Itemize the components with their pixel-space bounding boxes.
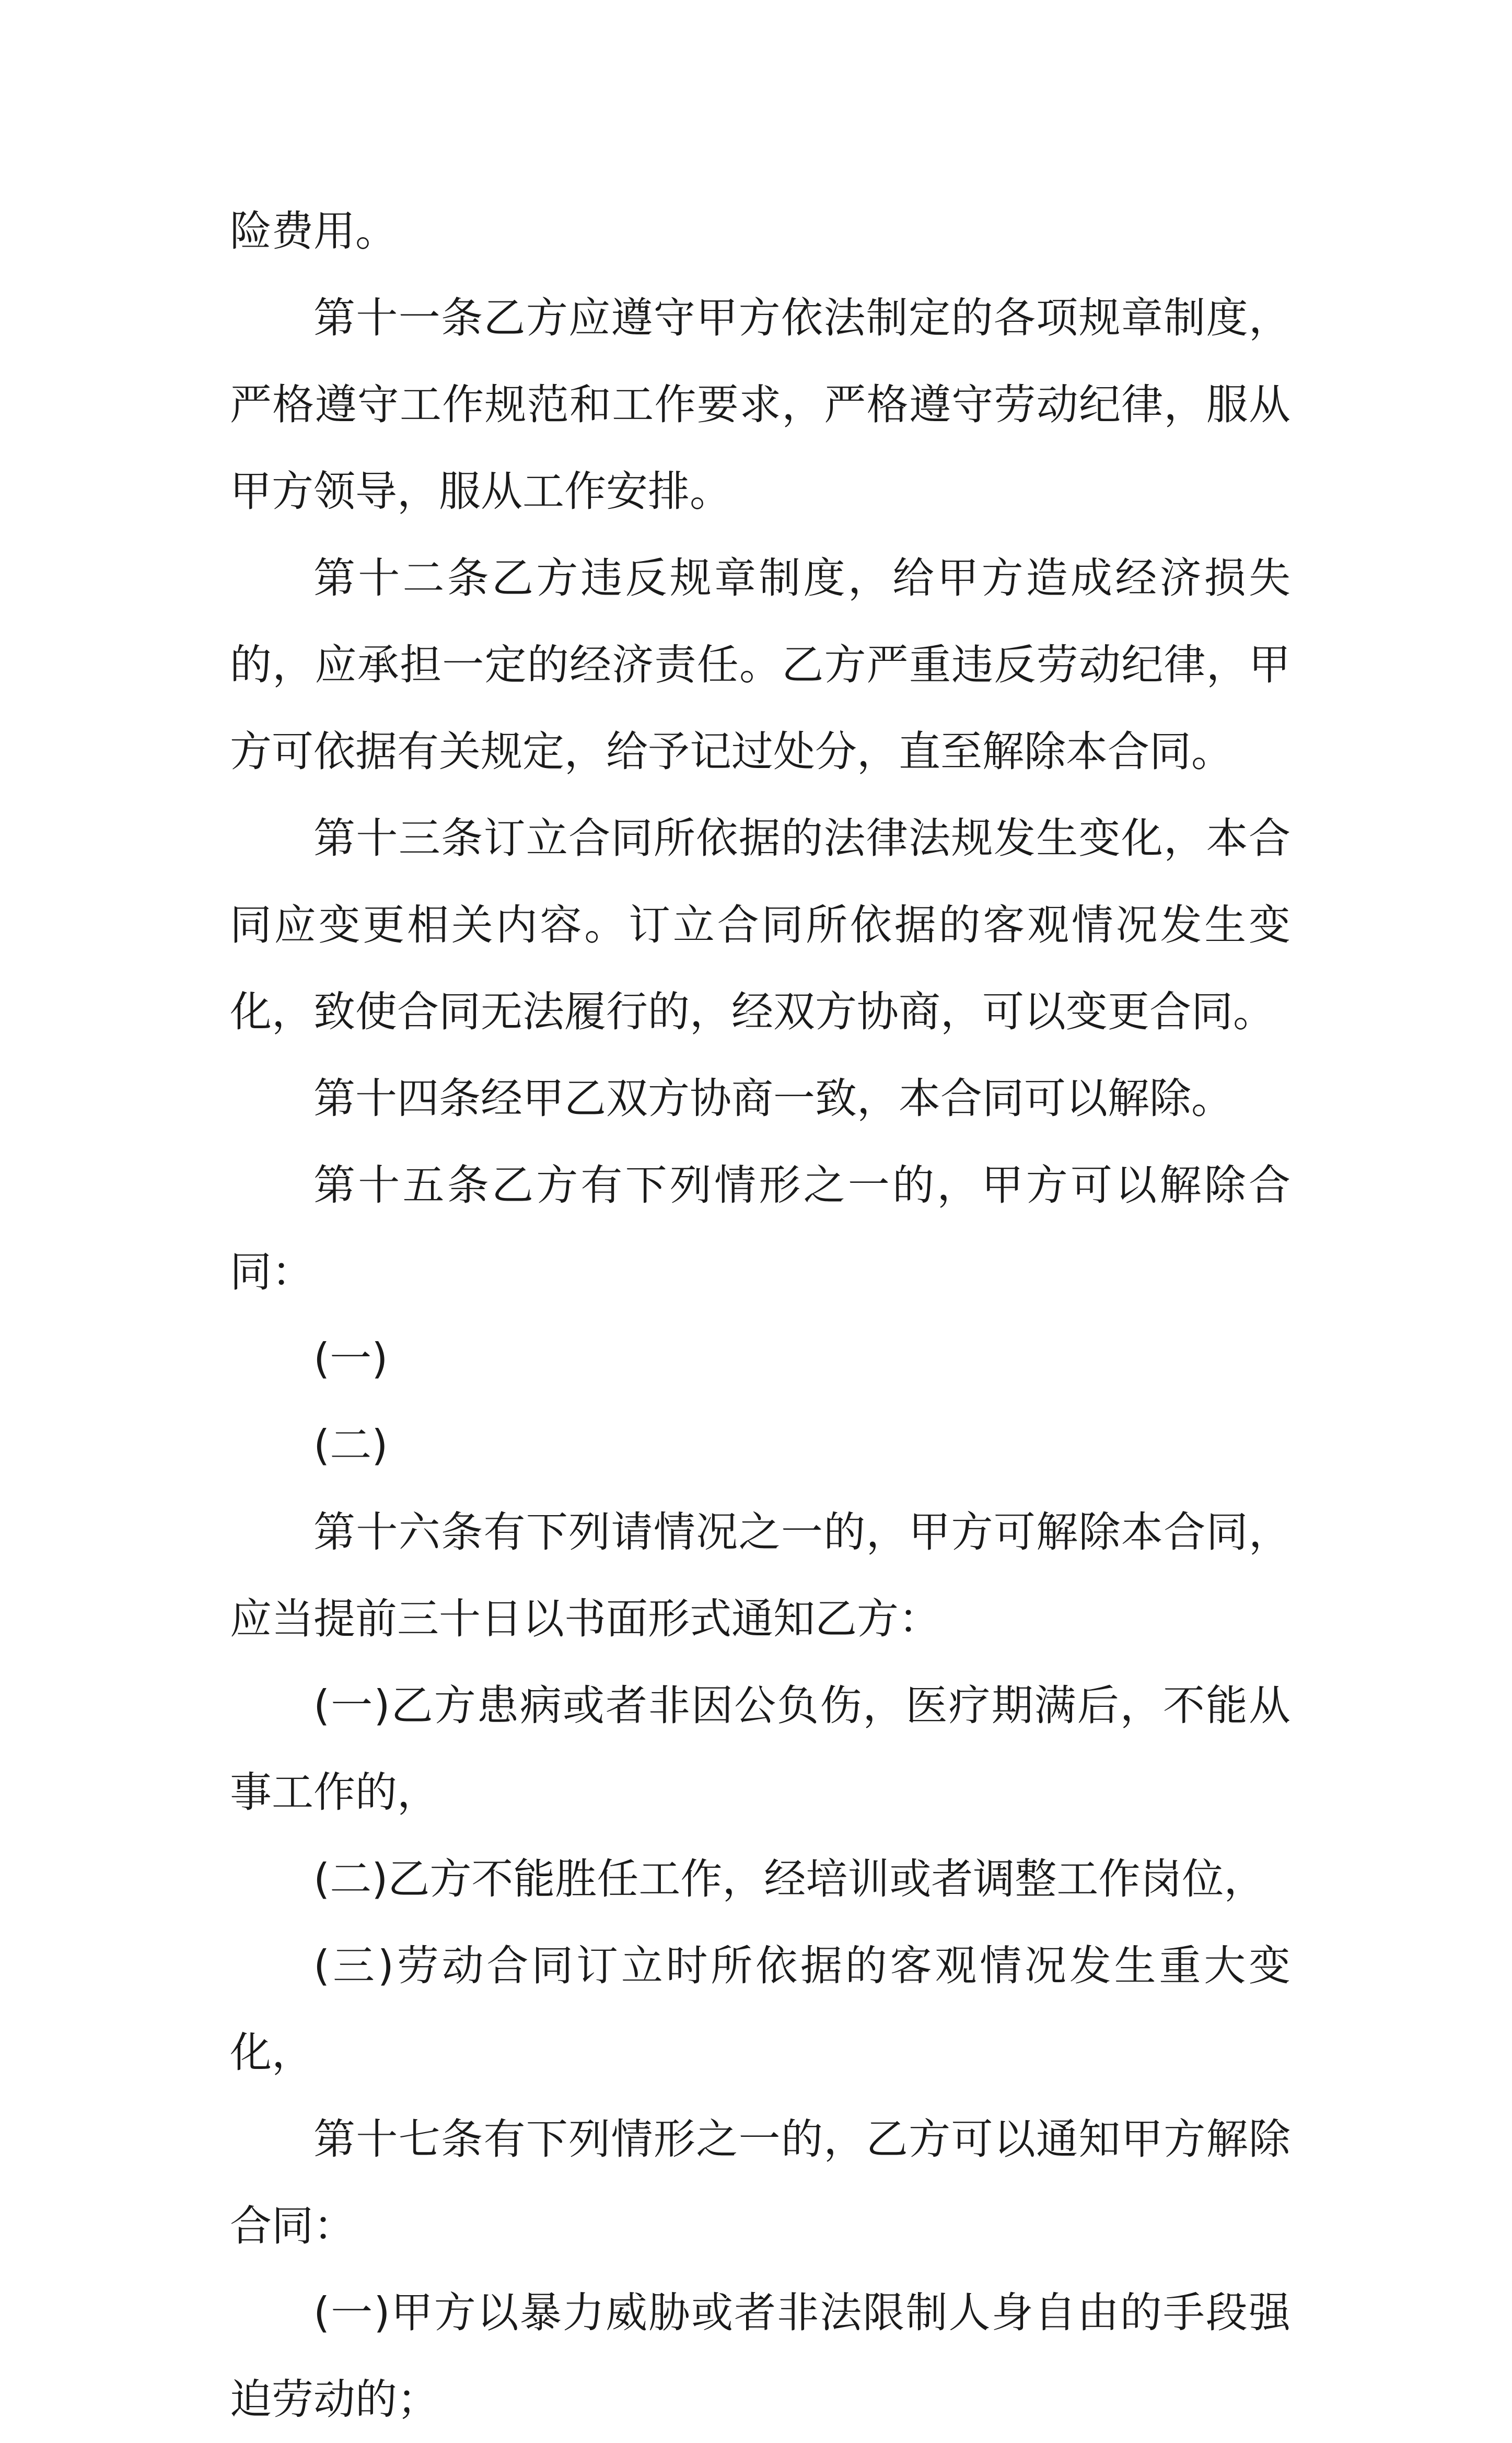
paragraph-article-12: 第十二条乙方违反规章制度，给甲方造成经济损失的，应承担一定的经济责任。乙方严重违反劳动纪律，甲方可依据有关规定，给予记过处分，直至解除本合同。 [230,554,1290,776]
paragraph-article-15-item-1: (一) [313,1334,388,1383]
paragraph-article-16-item-1: (一)乙方患病或者非因公负伤，医疗期满后，不能从事工作的， [230,1681,1290,1817]
paragraph-article-15-item-2: (二) [313,1421,388,1470]
document-body [230,188,1290,2443]
paragraph-article-11: 第十一条乙方应遵守甲方依法制定的各项规章制度，严格遵守工作规范和工作要求，严格遵守劳动纪律，服从甲方领导，服从工作安排。 [230,294,1290,516]
paragraph-article-16-item-3: (三)劳动合同订立时所依据的客观情况发生重大变化， [230,1941,1290,2077]
paragraph-article-13: 第十三条订立合同所依据的法律法规发生变化，本合同应变更相关内容。订立合同所依据的客观情况发生变化，致使合同无法履行的，经双方协商，可以变更合同。 [230,814,1290,1036]
paragraph-article-17: 第十七条有下列情形之一的，乙方可以通知甲方解除合同： [230,2115,1290,2250]
paragraph-article-17-item-1: (一)甲方以暴力威胁或者非法限制人身自由的手段强迫劳动的； [230,2288,1290,2424]
paragraph-continuation: 险费用。 [230,207,397,255]
paragraph-article-14: 第十四条经甲乙双方协商一致，本合同可以解除。 [313,1074,1233,1123]
paragraph-article-16: 第十六条有下列请情况之一的，甲方可解除本合同，应当提前三十日以书面形式通知乙方： [230,1508,1290,1643]
paragraph-article-16-item-2: (二)乙方不能胜任工作，经培训或者调整工作岗位， [313,1855,1266,1903]
paragraph-article-15: 第十五条乙方有下列情形之一的，甲方可以解除合同： [230,1161,1290,1296]
